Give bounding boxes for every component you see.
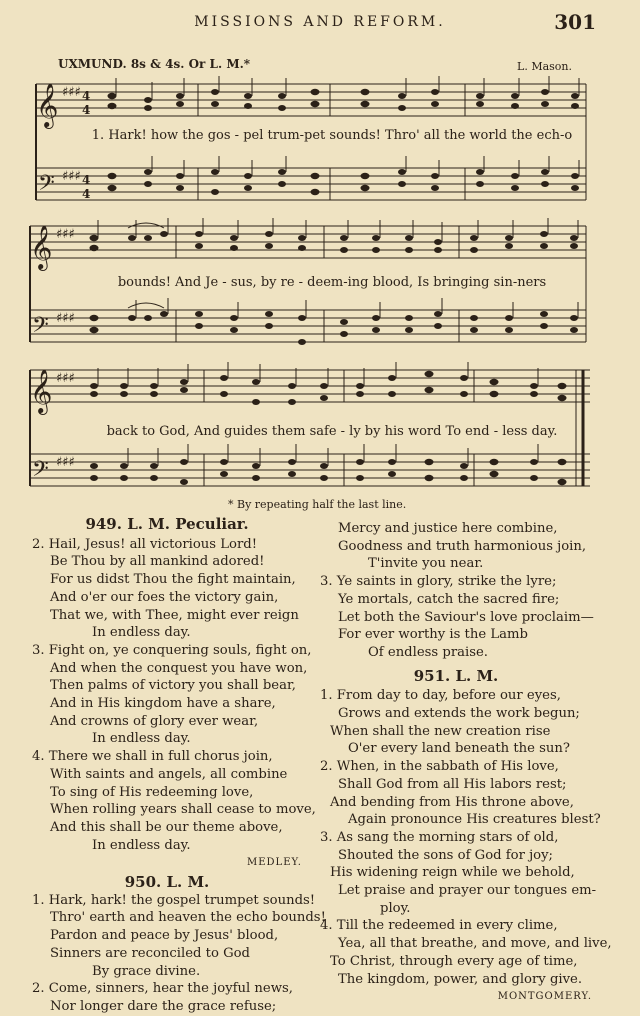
verse-line: Again pronounce His creatures blest? — [348, 812, 601, 828]
verse-line: To sing of His redeeming love, — [50, 784, 254, 800]
verse-line: T'invite you near. — [368, 556, 484, 572]
verse-line: By grace divine. — [92, 963, 201, 979]
verse-line: Yea, all that breathe, and move, and live, — [338, 936, 612, 952]
verse-line: 2. Come, sinners, hear the joyful news, — [32, 981, 293, 997]
verse-line: His widening reign while we behold, — [330, 865, 575, 881]
verse-line: 3. As sang the morning stars of old, — [320, 829, 559, 845]
verse-line: Nor longer dare the grace refuse; — [50, 998, 277, 1014]
verse-line: And when the conquest you have won, — [50, 660, 308, 676]
verse-line: Let praise and prayer our tongues em- — [338, 883, 597, 899]
verse-line: And in His kingdom have a share, — [50, 696, 276, 712]
svg-text:𝄢: 𝄢 — [32, 313, 49, 343]
verse-line: For us didst Thou the fight maintain, — [50, 572, 296, 588]
svg-text:𝄞: 𝄞 — [30, 369, 53, 413]
verse-line: 4. There we shall in full chorus join, — [32, 749, 273, 765]
svg-text:4: 4 — [82, 89, 91, 103]
tune-name: UXMUND. 8s & 4s. Or L. M.* — [58, 57, 251, 71]
svg-text:♯♯♯: ♯♯♯ — [56, 227, 75, 242]
svg-text:𝄢: 𝄢 — [38, 171, 55, 201]
verse-line: In endless day. — [92, 625, 191, 641]
svg-text:♯♯♯: ♯♯♯ — [56, 455, 75, 470]
verse-line: 1. Hark, hark! the gospel trumpet sounds! — [32, 892, 316, 908]
verse-line: And bending from His throne above, — [330, 794, 574, 810]
verse-line: 2. When, in the sabbath of His love, — [320, 759, 559, 775]
tune-lyric-line-2: bounds! And Je - sus, by re - deem-ing blood, Is bringing sin-ners — [117, 275, 547, 290]
hymn-951-verse-1 — [320, 687, 592, 758]
svg-text:4: 4 — [82, 187, 91, 201]
verse-line: Of endless praise. — [368, 644, 488, 660]
svg-text:♯♯♯: ♯♯♯ — [62, 169, 81, 184]
svg-text:𝄢: 𝄢 — [32, 457, 49, 487]
verse-line: For ever worthy is the Lamb — [338, 627, 528, 643]
verse-line: Ye mortals, catch the sacred fire; — [338, 591, 560, 607]
verse-line: To Christ, through every age of time, — [330, 953, 578, 969]
hymn-950-verse-2 — [32, 980, 302, 1015]
verse-line: 3. Ye saints in glory, strike the lyre; — [320, 574, 557, 590]
hymn-950-verse-2-continued — [320, 520, 592, 573]
svg-text:♯♯♯: ♯♯♯ — [62, 85, 81, 100]
svg-text:♯♯♯: ♯♯♯ — [56, 311, 75, 326]
verse-line: ploy. — [380, 900, 411, 916]
verse-line: And crowns of glory ever wear, — [50, 713, 259, 729]
verse-line: Let both the Saviour's love proclaim— — [338, 609, 594, 625]
verse-line: Pardon and peace by Jesus' blood, — [50, 928, 279, 944]
verse-line: Mercy and justice here combine, — [338, 521, 558, 536]
footnote: * By repeating half the last line. — [228, 498, 407, 511]
verse-line: And this shall be our theme above, — [50, 819, 283, 835]
verse-line: 2. Hail, Jesus! all victorious Lord! — [32, 536, 258, 552]
hymn-949-verse-3 — [32, 642, 312, 748]
verse-line: 3. Fight on, ye conquering souls, fight on, — [32, 642, 312, 658]
verse-line: Thro' earth and heaven the echo bounds! — [50, 910, 326, 926]
verse-line: Shall God from all His labors rest; — [338, 776, 567, 792]
hymn-950-title: 950. L. M. — [124, 873, 210, 892]
left-column — [32, 515, 326, 1016]
verse-line: When shall the new creation rise — [330, 723, 551, 739]
verse-line: Be Thou by all mankind adored! — [50, 554, 265, 570]
verse-line: And o'er our foes the victory gain, — [50, 589, 279, 605]
verse-line: That we, with Thee, might ever reign — [50, 607, 299, 623]
svg-text:4: 4 — [82, 173, 91, 187]
hymn-949-verse-2 — [32, 536, 302, 642]
hymn-949-title: 949. L. M. Peculiar. — [85, 515, 249, 533]
hymn-950-verse-3 — [320, 573, 592, 662]
hymn-949-verse-4 — [32, 748, 316, 854]
svg-text:♯♯♯: ♯♯♯ — [56, 371, 75, 386]
verse-line: O'er every land beneath the sun? — [348, 741, 570, 757]
svg-text:4: 4 — [82, 103, 91, 117]
right-column — [320, 520, 612, 1006]
hymn-951-verse-4 — [320, 917, 612, 988]
hymn-951-verse-2 — [320, 758, 601, 829]
verse-line: Grows and extends the work begun; — [338, 706, 580, 722]
verse-line: Goodness and truth harmonious join, — [338, 538, 587, 554]
verse-line: 1. From day to day, before our eyes, — [320, 688, 561, 704]
verse-line: The kingdom, power, and glory give. — [338, 971, 583, 987]
verse-line: Then palms of victory you shall bear, — [50, 678, 296, 694]
tune-lyric-line-1: 1. Hark! how the gos - pel trum-pet sounds! Thro' all the world the ech-o — [91, 128, 573, 143]
hymn-949-author: MEDLEY. — [247, 857, 302, 869]
verse-line: In endless day. — [92, 837, 191, 853]
hymn-951-verse-3 — [320, 829, 597, 918]
tune-lyric-line-3: back to God, And guides them safe - ly by his word To end - less day. — [106, 424, 558, 439]
verse-line: In endless day. — [92, 731, 191, 747]
verse-line: 4. Till the redeemed in every clime, — [320, 918, 558, 934]
hymn-951-title: 951. L. M. — [413, 666, 499, 685]
svg-text:𝄞: 𝄞 — [36, 83, 59, 127]
verse-line: When rolling years shall cease to move, — [50, 802, 316, 818]
music-staff-system-1 — [30, 76, 590, 212]
page-number: 301 — [554, 10, 596, 34]
svg-text:𝄞: 𝄞 — [30, 225, 53, 269]
composer-credit: L. Mason. — [517, 60, 572, 73]
verse-line: Shouted the sons of God for joy; — [338, 847, 554, 863]
verse-line: Sinners are reconciled to God — [50, 945, 251, 961]
verse-line: With saints and angels, all combine — [50, 766, 288, 782]
hymn-950-verse-1 — [32, 892, 326, 981]
hymn-951-author: MONTGOMERY. — [497, 991, 592, 1003]
running-title: MISSIONS AND REFORM. — [194, 14, 446, 30]
